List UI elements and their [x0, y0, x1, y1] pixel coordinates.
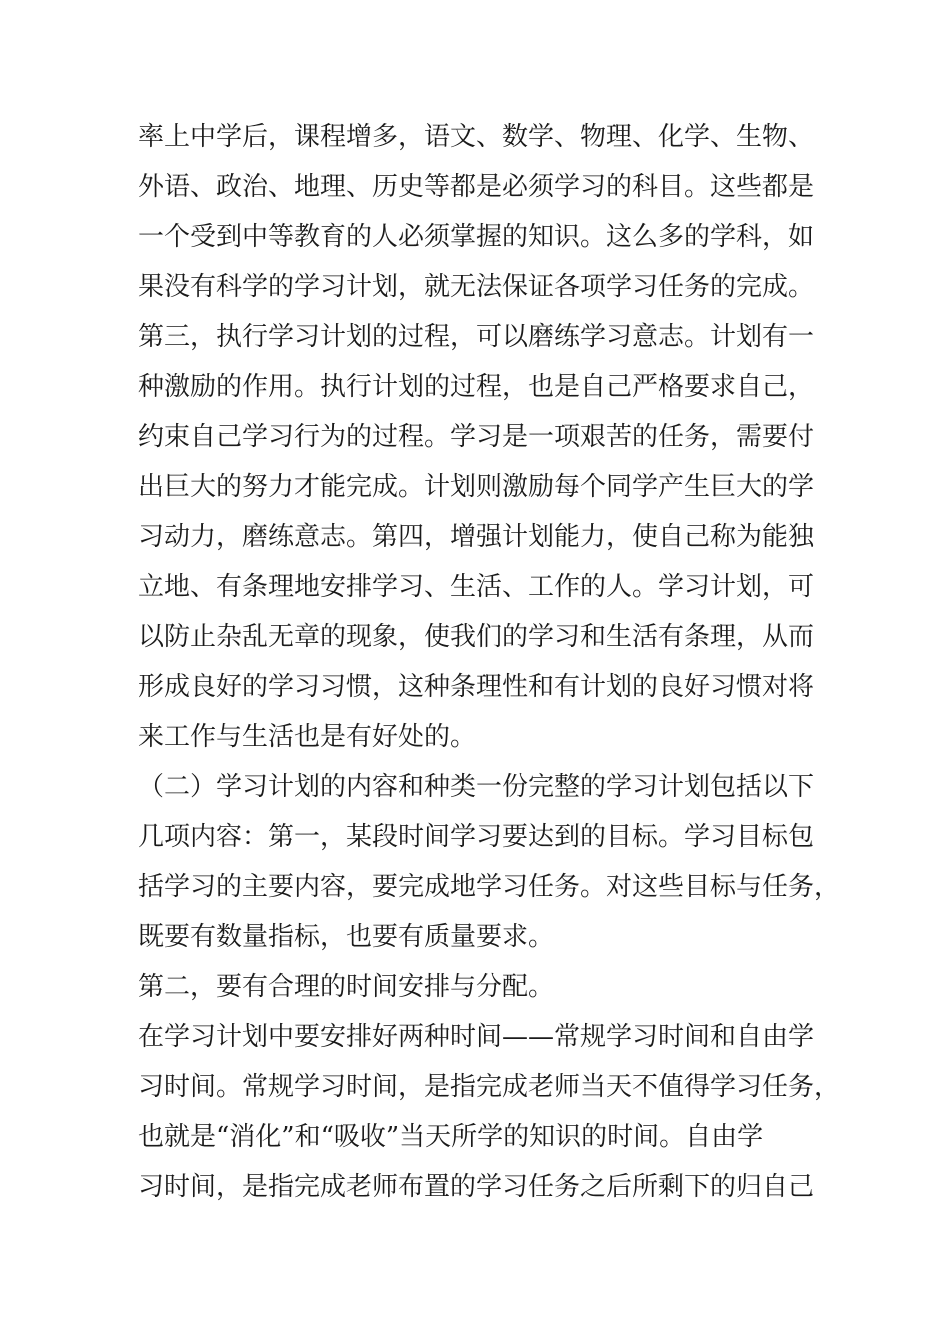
body-text	[138, 112, 841, 1212]
text-line: 第三，执行学习计划的过程，可以磨练学习意志。计划有一	[138, 322, 815, 352]
text-line: 率上中学后，课程增多，语文、数学、物理、化学、生物、	[138, 122, 815, 152]
text-line: 约束自己学习行为的过程。学习是一项艰苦的任务，需要付	[138, 422, 815, 452]
text-line: 形成良好的学习习惯，这种条理性和有计划的良好习惯对将	[138, 672, 815, 702]
text-line: 外语、政治、地理、历史等都是必须学习的科目。这些都是	[138, 172, 815, 202]
text-line: 第二，要有合理的时间安排与分配。	[138, 972, 555, 1002]
text-line: 立地、有条理地安排学习、生活、工作的人。学习计划，可	[138, 572, 815, 602]
text-line: 出巨大的努力才能完成。计划则激励每个同学产生巨大的学	[138, 472, 815, 502]
text-line: 以防止杂乱无章的现象，使我们的学习和生活有条理，从而	[138, 622, 815, 652]
text-line: 种激励的作用。执行计划的过程，也是自己严格要求自己，	[138, 372, 815, 402]
text-line: 既要有数量指标，也要有质量要求。	[138, 922, 555, 952]
text-line: 来工作与生活也是有好处的。	[138, 722, 477, 752]
text-line: 也就是“消化”和“吸收”当天所学的知识的时间。自由学	[138, 1122, 764, 1152]
text-line: 括学习的主要内容，要完成地学习任务。对这些目标与任务，	[138, 872, 841, 902]
text-line: 习动力，磨练意志。第四，增强计划能力，使自己称为能独	[138, 522, 815, 552]
text-line: 习时间。常规学习时间，是指完成老师当天不值得学习任务，	[138, 1072, 841, 1102]
text-line: 几项内容：第一，某段时间学习要达到的目标。学习目标包	[138, 822, 815, 852]
text-line: （二）学习计划的内容和种类一份完整的学习计划包括以下	[138, 772, 815, 802]
text-line: 一个受到中等教育的人必须掌握的知识。这么多的学科，如	[138, 222, 815, 252]
text-line: 果没有科学的学习计划，就无法保证各项学习任务的完成。	[138, 272, 815, 302]
text-line: 习时间，是指完成老师布置的学习任务之后所剩下的归自己	[138, 1172, 815, 1202]
text-line: 在学习计划中要安排好两种时间——常规学习时间和自由学	[138, 1022, 815, 1052]
